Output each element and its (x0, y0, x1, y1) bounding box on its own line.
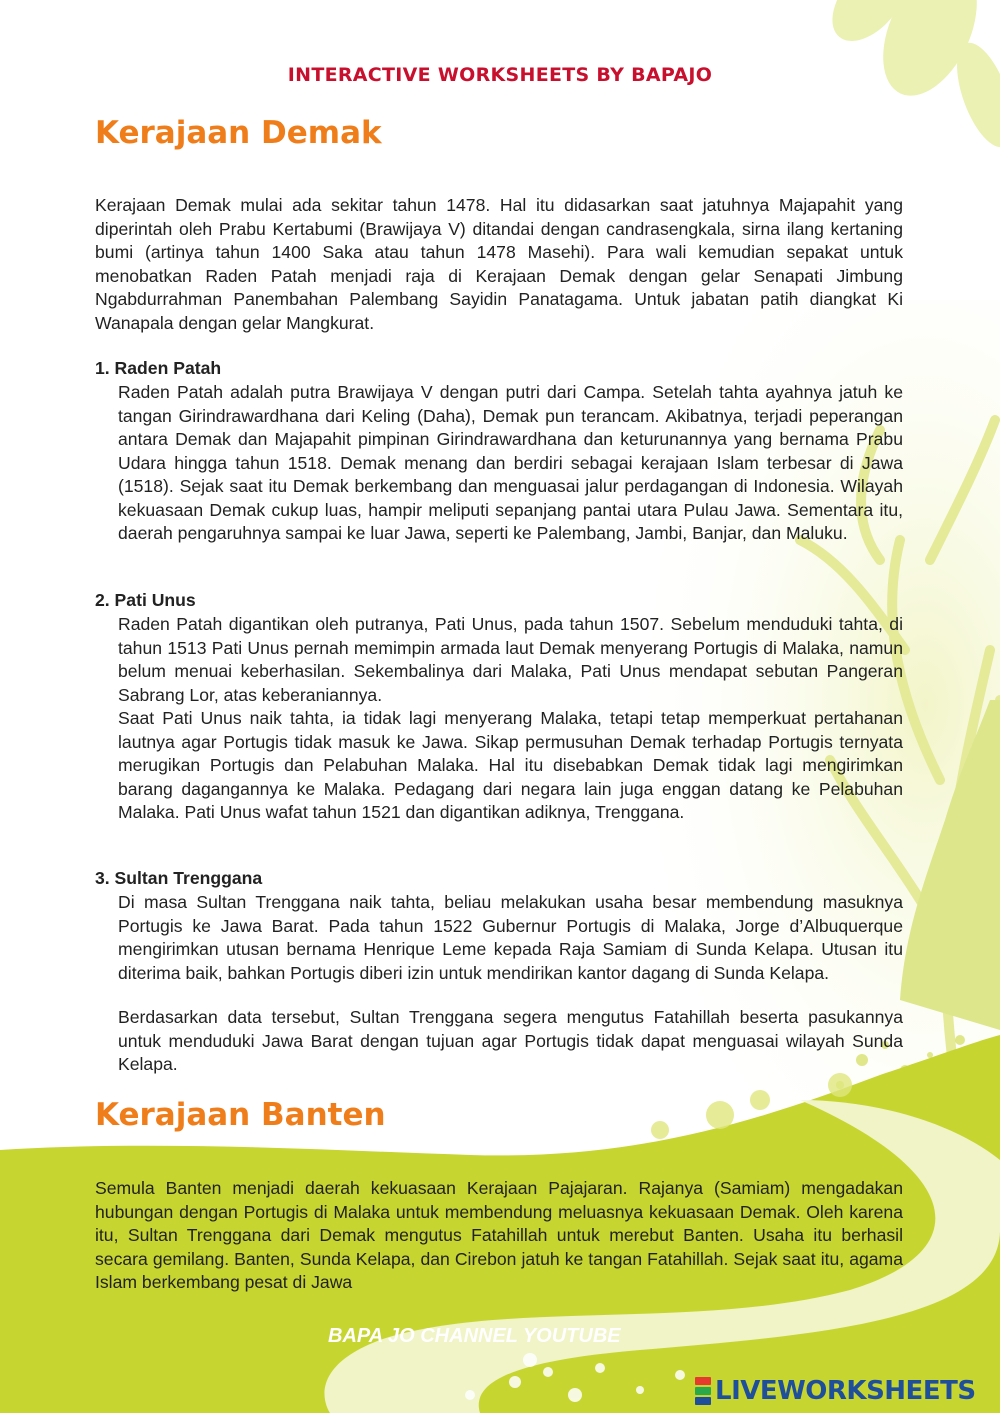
heading-kerajaan-demak: Kerajaan Demak (95, 115, 382, 151)
youtube-channel-label: BAPA JO CHANNEL YOUTUBE (328, 1325, 621, 1347)
heading-kerajaan-banten: Kerajaan Banten (95, 1097, 386, 1133)
demak-intro-paragraph: Kerajaan Demak mulai ada sekitar tahun 1478. Hal itu didasarkan saat jatuhnya Majapahit yang diperintah oleh Prabu Kertabumi (Brawijaya V) ditandai dengan candrasengkala, sirna ilang kertaning bumi (artinya tahun 1400 Saka atau tahun 1478 Masehi). Para wali kemudian sepakat untuk menobatkan Raden Patah menjadi raja di Kerajaan Demak dengan gelar Senapati Jimbung Ngabdurrahman Panembahan Palembang Sayidin Panatagama. Untuk jabatan patih diangkat Ki Wanapala dengan gelar Mangkurat. (95, 195, 903, 333)
liveworksheets-brand-text: LIVEWORKSHEETS (715, 1376, 976, 1406)
worksheet-header-title: INTERACTIVE WORKSHEETS BY BAPAJO (287, 64, 713, 86)
section-title-pati-unus: 2. Pati Unus (95, 590, 196, 610)
liveworksheets-logo-icon (695, 1377, 711, 1405)
raden-patah-paragraph: Raden Patah adalah putra Brawijaya V dengan putri dari Campa. Setelah tahta ayahnya jatuh ke tangan Girindrawardhana dari Keling (Daha), Demak pun terancam. Akibatnya, terjadi peperangan antara Demak dan Majapahit pimpinan Girindrawardhana dan keturunannya yang bernama Prabu Udara hingga tahun 1518. Demak menang dan berdiri sebagai kerajaan Islam terbesar di Jawa (1518). Sejak saat itu Demak berkembang dan menguasai jalur perdagangan di Indonesia. Wilayah kekuasaan Demak cukup luas, hampir meliputi sepanjang pantai utara Pulau Jawa. Sementara itu, daerah pengaruhnya sampai ke luar Jawa, seperti ke Palembang, Jambi, Banjar, dan Maluku. (118, 382, 903, 543)
section-title-sultan-trenggana: 3. Sultan Trenggana (95, 868, 263, 888)
liveworksheets-logo (695, 1376, 976, 1406)
pati-unus-paragraph-2: Saat Pati Unus naik tahta, ia tidak lagi menyerang Malaka, tetapi tetap memperkuat pertahanan lautnya agar Portugis tidak masuk ke Jawa. Sikap permusuhan Demak terhadap Portugis ternyata merugikan Portugis dan Pelabuhan Malaka. Hal itu disebabkan Demak tidak lagi mengirimkan barang dagangannya ke Malaka. Pedagang dari negara lain juga enggan datang ke Pelabuhan Malaka. Pati Unus wafat tahun 1521 dan digantikan adiknya, Trenggana. (118, 708, 903, 822)
banten-intro-paragraph: Semula Banten menjadi daerah kekuasaan Kerajaan Pajajaran. Rajanya (Samiam) mengadakan hubungan dengan Portugis di Malaka untuk membendung meluasnya kekuasaan Demak. Oleh karena itu, Sultan Trenggana dari Demak mengutus Fatahillah untuk merebut Banten. Usaha itu berhasil secara gemilang. Banten, Sunda Kelapa, dan Cirebon jatuh ke tangan Fatahillah. Sejak saat itu, agama Islam berkembang pesat di Jawa (95, 1178, 903, 1292)
sultan-trenggana-paragraph-2: Berdasarkan data tersebut, Sultan Trenggana segera mengutus Fatahillah beserta pasukannya untuk menduduki Jawa Barat dengan tujuan agar Portugis tidak dapat menguasai wilayah Sunda Kelapa. (118, 1007, 903, 1074)
section-title-raden-patah: 1. Raden Patah (95, 358, 222, 378)
sultan-trenggana-paragraph-1: Di masa Sultan Trenggana naik tahta, beliau melakukan usaha besar membendung masuknya Portugis ke Jawa Barat. Pada tahun 1522 Gubernur Portugis di Malaka, Jorge d’Albuquerque mengirimkan utusan bernama Henrique Leme kepada Raja Samiam di Sunda Kelapa. Utusan itu diterima baik, bahkan Portugis diberi izin untuk mendirikan kantor dagang di Sunda Kelapa. (118, 892, 903, 983)
pati-unus-paragraph-1: Raden Patah digantikan oleh putranya, Pati Unus, pada tahun 1507. Sebelum menduduki tahta, di tahun 1513 Pati Unus pernah memimpin armada laut Demak menyerang Portugis di Malaka, namun belum menuai keberhasilan. Sekembalinya dari Malaka, Pati Unus mendapat sebutan Pangeran Sabrang Lor, atas keberaniannya. (118, 614, 903, 705)
